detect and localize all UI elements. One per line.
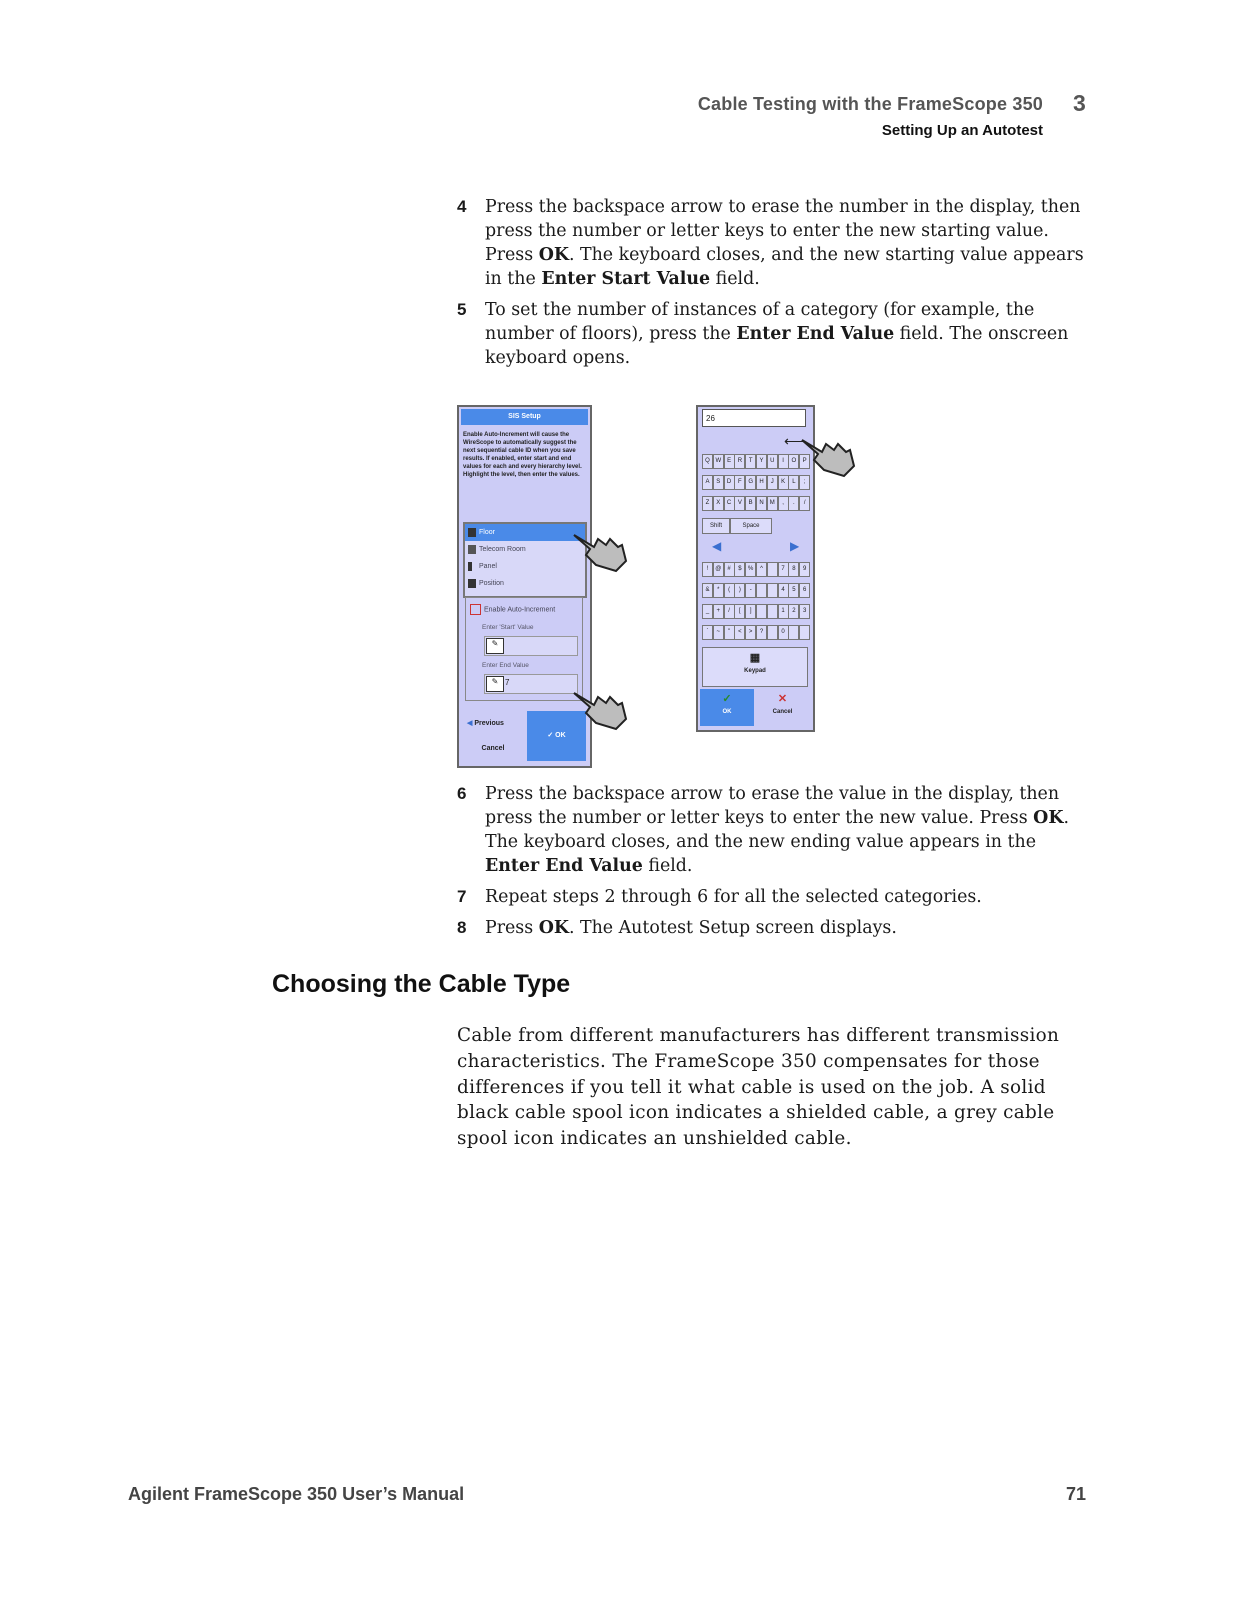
step-number: 4 <box>457 197 467 216</box>
keyboard-key[interactable]: " <box>724 625 735 640</box>
keyboard-key[interactable]: I <box>778 454 789 469</box>
keyboard-key[interactable]: Y <box>756 454 767 469</box>
section-title: Choosing the Cable Type <box>272 970 571 998</box>
space-key[interactable]: Space <box>730 518 772 534</box>
start-value-field[interactable] <box>484 636 578 656</box>
keyboard-key[interactable]: ? <box>756 625 767 640</box>
keyboard-key[interactable]: [ <box>734 604 745 619</box>
page-number: 71 <box>1066 1484 1087 1504</box>
keyboard-key[interactable]: X <box>713 496 724 511</box>
keyboard-key[interactable]: 0 <box>778 625 789 640</box>
keyboard-key[interactable]: L <box>788 475 799 490</box>
floor-icon <box>468 528 476 537</box>
keypad-button[interactable]: ▦ Keypad <box>702 647 808 687</box>
keyboard-key[interactable]: ; <box>799 475 810 490</box>
shift-key[interactable]: Shift <box>702 518 730 534</box>
step-text: Repeat steps 2 through 6 for all the selected categories. <box>485 887 982 907</box>
auto-increment-checkbox[interactable]: Enable Auto-Increment <box>470 604 555 615</box>
chapter-number: 3 <box>1073 90 1086 116</box>
keyboard-key[interactable]: H <box>756 475 767 490</box>
footer-manual-title: Agilent FrameScope 350 User’s Manual <box>128 1484 465 1504</box>
keyboard-key[interactable]: D <box>724 475 735 490</box>
step-7 <box>457 885 1087 909</box>
ok-button[interactable]: ✓ OK <box>527 711 586 761</box>
step-8 <box>457 916 1087 940</box>
keyboard-key[interactable]: < <box>734 625 745 640</box>
keyboard-key[interactable]: _ <box>702 604 713 619</box>
keyboard-key[interactable]: 2 <box>788 604 799 619</box>
keyboard-key[interactable]: / <box>724 604 735 619</box>
keyboard-key[interactable]: 3 <box>799 604 810 619</box>
keyboard-key[interactable] <box>788 625 799 640</box>
keyboard-key[interactable]: Q <box>702 454 713 469</box>
keyboard-icon: ✎ <box>486 676 504 692</box>
keyboard-key[interactable]: Z <box>702 496 713 511</box>
step-number: 8 <box>457 918 467 937</box>
keyboard-key[interactable]: ] <box>745 604 756 619</box>
keyboard-key[interactable]: N <box>756 496 767 511</box>
keyboard-key[interactable]: O <box>788 454 799 469</box>
screen-title: SIS Setup <box>461 409 588 425</box>
check-icon: ✓ <box>547 732 556 739</box>
keyboard-key[interactable]: . <box>788 496 799 511</box>
keyboard-display[interactable]: 26 <box>702 409 806 427</box>
keyboard-key[interactable]: 9 <box>799 562 810 577</box>
keyboard-key[interactable]: T <box>745 454 756 469</box>
keyboard-key[interactable]: - <box>745 583 756 598</box>
left-arrow-icon[interactable]: ◀ <box>712 539 722 553</box>
back-arrow-icon: ◀ <box>467 720 475 727</box>
keyboard-key[interactable] <box>767 562 778 577</box>
keyboard-key[interactable]: 5 <box>788 583 799 598</box>
keyboard-key[interactable]: R <box>734 454 745 469</box>
keypad-icon: ▦ <box>749 652 761 664</box>
keyboard-key[interactable]: E <box>724 454 735 469</box>
x-icon: ✕ <box>777 693 788 705</box>
step-6 <box>457 782 1087 878</box>
step-number: 6 <box>457 784 467 803</box>
onscreen-keyboard-screen <box>696 405 815 732</box>
keyboard-icon: ✎ <box>486 638 504 654</box>
end-value-label: Enter End Value <box>482 662 529 669</box>
keyboard-key[interactable]: + <box>713 604 724 619</box>
start-value-label: Enter 'Start' Value <box>482 624 534 631</box>
pointing-hand-icon <box>800 430 856 478</box>
keyboard-key[interactable]: ~ <box>713 625 724 640</box>
step-text: Press the backspace arrow to erase the number in the display, then press the number or letter keys to enter the new starting value. Press OK. The keyboard closes, and the new starting value appears in the Enter Start Value field. <box>485 197 1084 289</box>
step-4 <box>457 195 1087 291</box>
list-item-floor[interactable]: Floor <box>465 524 585 541</box>
keyboard-key[interactable]: @ <box>713 562 724 577</box>
pointing-hand-icon <box>572 683 628 731</box>
step-text: Press the backspace arrow to erase the value in the display, then press the number or letter keys to enter the new value. Press OK. The keyboard closes, and the new ending value appears in the Enter End Value field. <box>485 784 1069 876</box>
keyboard-key[interactable]: $ <box>734 562 745 577</box>
list-item-telecom-room[interactable]: Telecom Room <box>465 541 585 558</box>
keyboard-key[interactable]: 4 <box>778 583 789 598</box>
keyboard-key[interactable]: K <box>778 475 789 490</box>
keyboard-key[interactable]: 7 <box>778 562 789 577</box>
keyboard-key[interactable]: 1 <box>778 604 789 619</box>
step-text: To set the number of instances of a category (for example, the number of floors), press the Enter End Value field. The onscreen keyboard opens. <box>485 300 1069 368</box>
keyboard-key[interactable] <box>767 625 778 640</box>
keyboard-key[interactable]: ! <box>702 562 713 577</box>
keyboard-key[interactable]: ^ <box>756 562 767 577</box>
cancel-button[interactable]: ✕ Cancel <box>756 689 809 726</box>
ok-button[interactable]: ✓ OK <box>700 689 754 726</box>
telecom-room-icon <box>468 545 476 554</box>
keyboard-key[interactable]: B <box>745 496 756 511</box>
check-icon: ✓ <box>722 693 732 705</box>
list-item-panel[interactable]: Panel <box>465 558 585 575</box>
right-arrow-icon[interactable]: ▶ <box>790 539 800 553</box>
position-icon <box>468 579 476 588</box>
keyboard-key[interactable]: M <box>767 496 778 511</box>
keyboard-key[interactable]: ) <box>734 583 745 598</box>
keyboard-key[interactable]: # <box>724 562 735 577</box>
keyboard-key[interactable] <box>756 583 767 598</box>
keyboard-key[interactable]: V <box>734 496 745 511</box>
auto-increment-group <box>465 597 583 701</box>
backspace-arrow-icon[interactable]: ⟵ <box>784 433 805 449</box>
keyboard-key[interactable]: A <box>702 475 713 490</box>
keyboard-key[interactable]: F <box>734 475 745 490</box>
keyboard-key[interactable]: * <box>713 583 724 598</box>
step-5 <box>457 298 1087 370</box>
previous-button[interactable]: ◀ Previous <box>467 720 504 727</box>
keyboard-key[interactable]: W <box>713 454 724 469</box>
keyboard-key[interactable]: 6 <box>799 583 810 598</box>
body-paragraph: Cable from different manufacturers has different transmission characteristics. The FrameScope 350 compensates for those differences if you tell it what cable is used on the job. A solid black cable spool icon indicates a shielded cable, a grey cable spool icon indicates an unshielded cable. <box>457 1025 1060 1150</box>
hierarchy-list[interactable] <box>463 522 587 598</box>
keyboard-key[interactable]: G <box>745 475 756 490</box>
step-number: 7 <box>457 887 467 906</box>
keyboard-key[interactable]: > <box>745 625 756 640</box>
keyboard-key[interactable]: U <box>767 454 778 469</box>
pointing-hand-icon <box>572 525 628 573</box>
keyboard-key[interactable]: ` <box>702 625 713 640</box>
end-value-field[interactable]: ✎ 7 <box>484 674 578 694</box>
keyboard-key[interactable]: , <box>778 496 789 511</box>
help-text: Enable Auto-Increment will cause the WireScope to automatically suggest the next sequential cable ID when you save results. If enabled, enter start and end values for each and every hierarchy level. Highlight the level, then enter the values. <box>463 432 582 478</box>
keyboard-key[interactable]: P <box>799 454 810 469</box>
keyboard-key[interactable]: ( <box>724 583 735 598</box>
keyboard-key[interactable] <box>767 583 778 598</box>
keyboard-key[interactable]: % <box>745 562 756 577</box>
checkbox-icon <box>470 604 481 615</box>
list-item-position[interactable]: Position <box>465 575 585 592</box>
keyboard-key[interactable]: & <box>702 583 713 598</box>
keyboard-key[interactable]: / <box>799 496 810 511</box>
keyboard-key[interactable] <box>767 604 778 619</box>
keyboard-key[interactable]: 8 <box>788 562 799 577</box>
running-header-subtitle: Setting Up an Autotest <box>881 122 1043 139</box>
keyboard-key[interactable] <box>799 625 810 640</box>
keyboard-key[interactable] <box>756 604 767 619</box>
panel-icon <box>468 562 472 571</box>
running-header-title: Cable Testing with the FrameScope 350 <box>697 94 1043 114</box>
cancel-button[interactable]: Cancel <box>481 745 505 752</box>
step-number: 5 <box>457 300 467 319</box>
keyboard-key[interactable]: J <box>767 475 778 490</box>
keyboard-key[interactable]: C <box>724 496 735 511</box>
step-text: Press OK. The Autotest Setup screen displays. <box>485 918 897 938</box>
keyboard-key[interactable]: S <box>713 475 724 490</box>
